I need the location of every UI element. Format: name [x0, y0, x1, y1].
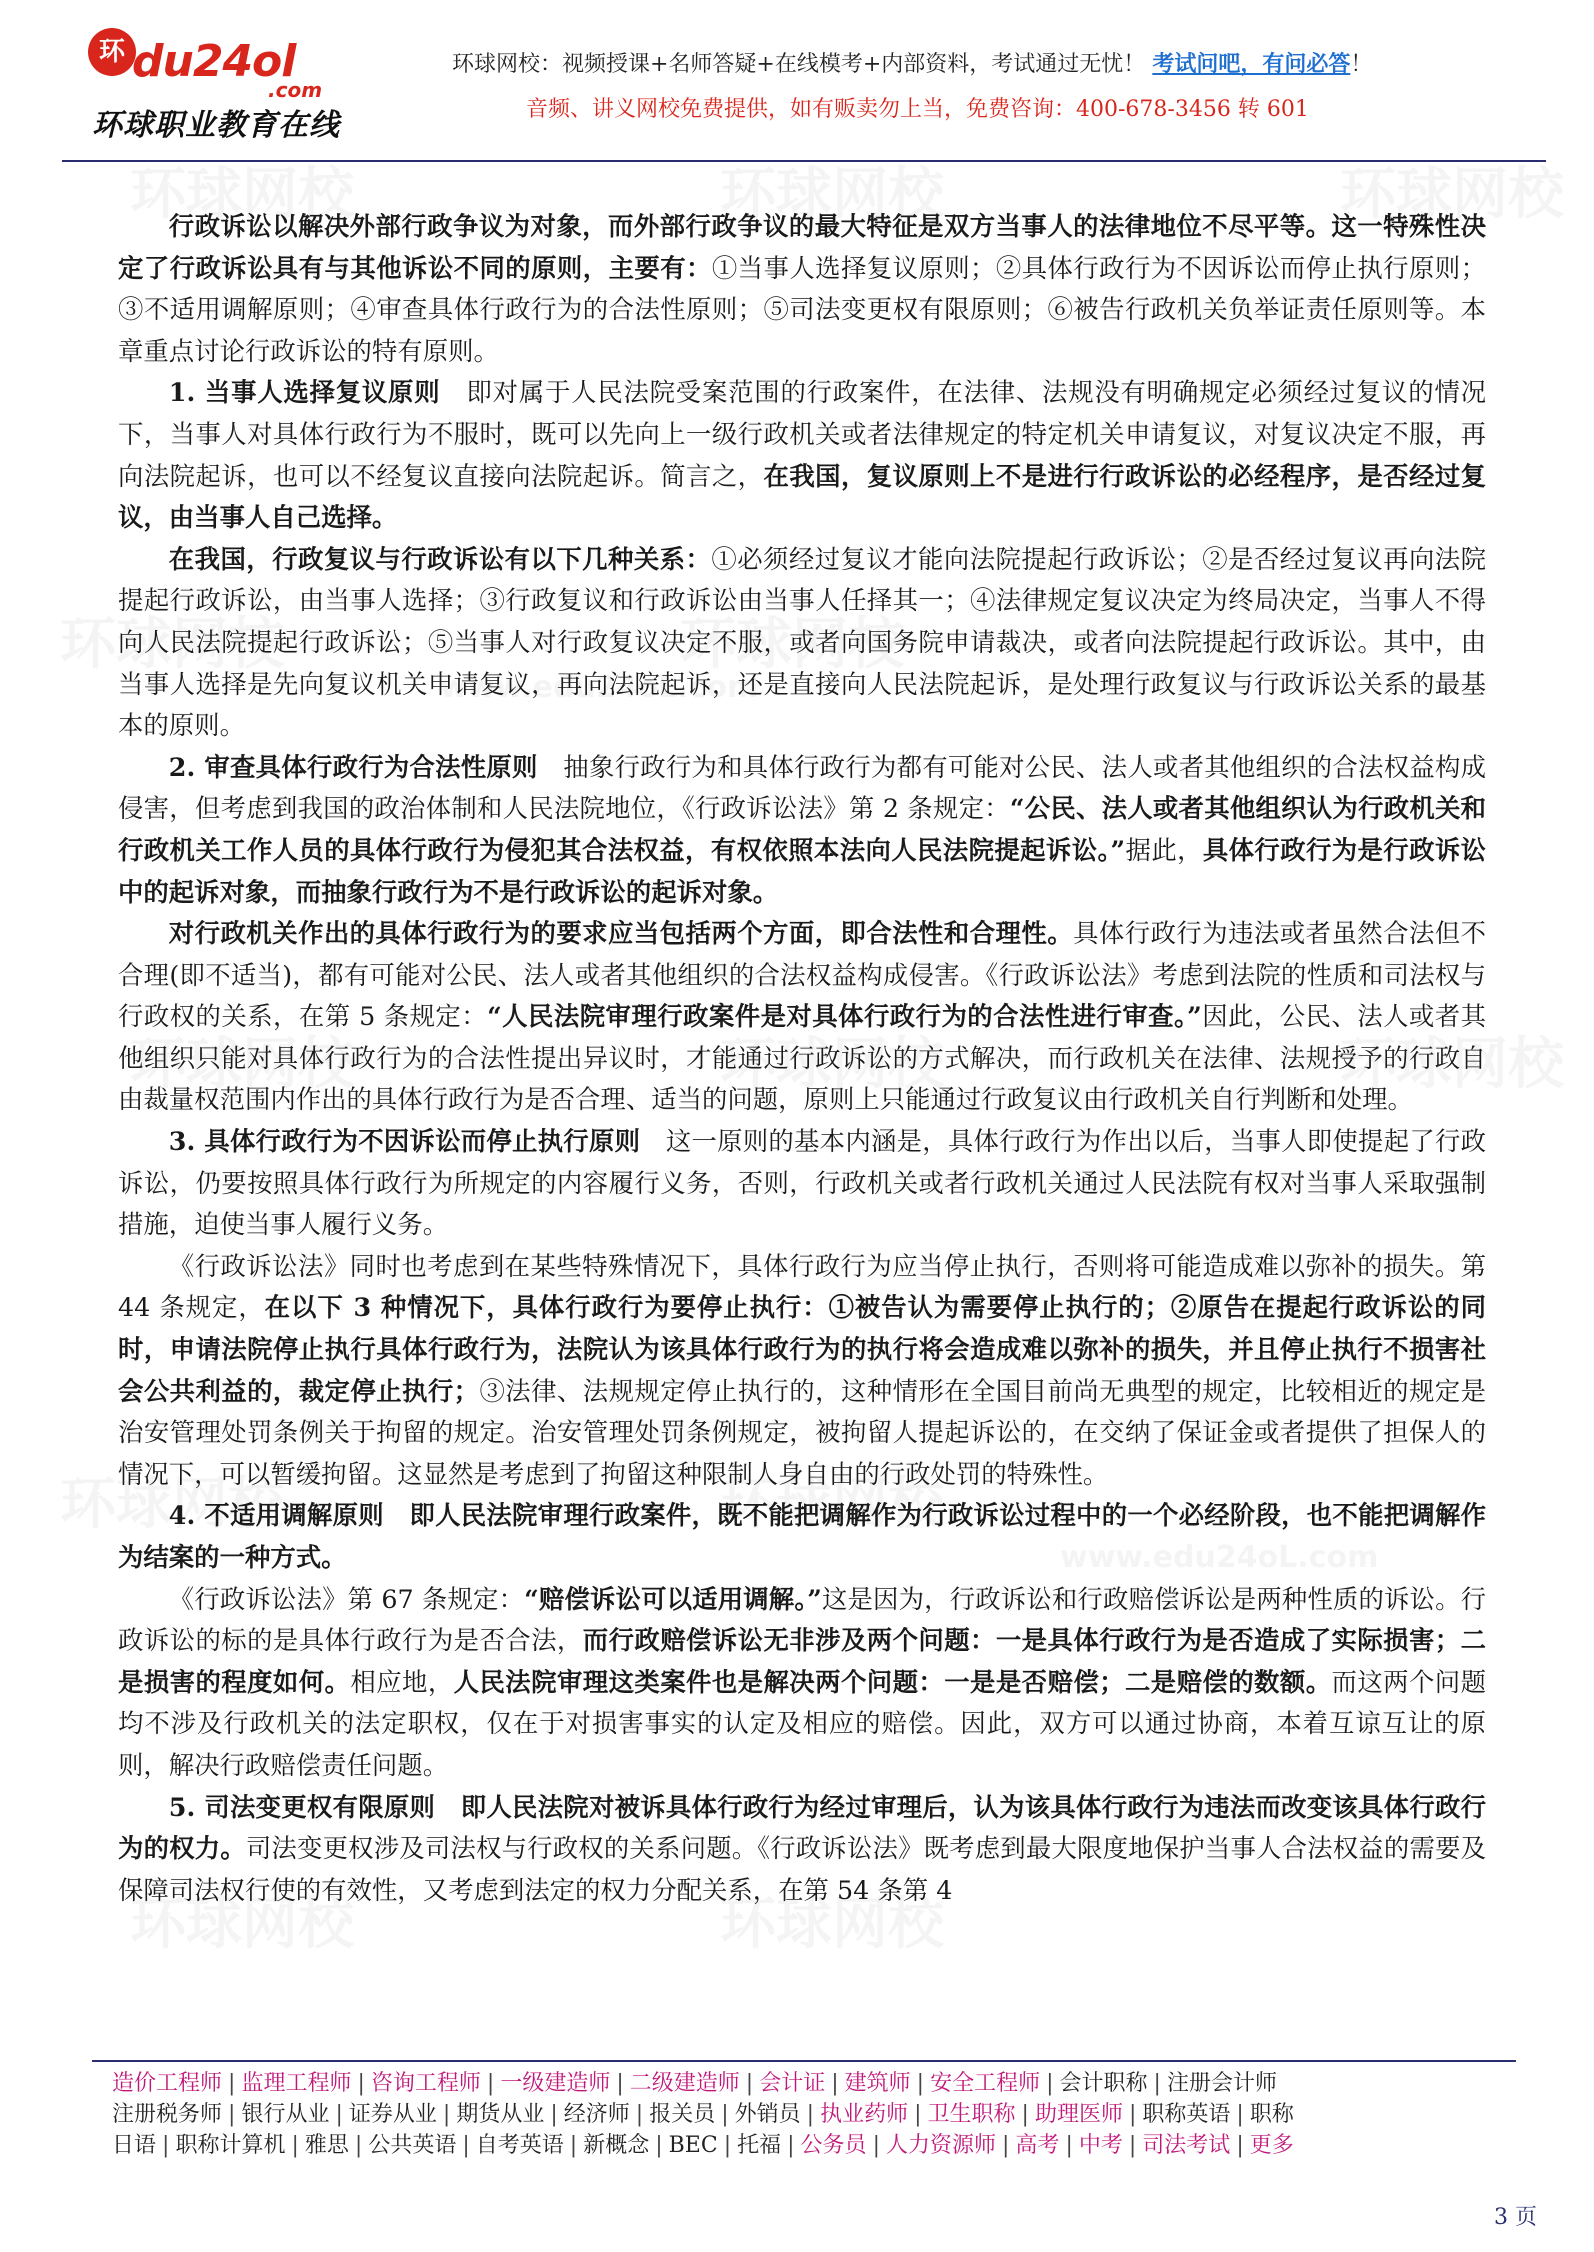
footer-link[interactable]: 经济师 — [563, 2102, 630, 2127]
paragraph-principle-5 — [118, 1787, 1486, 1912]
link-separator: | — [569, 2133, 578, 2158]
footer-row — [112, 2130, 1512, 2161]
link-separator: | — [228, 2071, 236, 2096]
footer-link[interactable]: 日语 — [112, 2133, 157, 2158]
footer-link[interactable]: 监理工程师 — [241, 2071, 352, 2096]
text: ①必须经过复议才能向法院提起行政诉讼；②是否经过复议再向法院提起行政诉讼，由当事人选择；③行政复议和行政诉讼由当事人任择其一；④法律规定复议决定为终局决定，当事人不得向人民法院提起行政诉讼；⑤当事人对行政复议决定不服，或者向国务院申请裁决，或者向法院提起行政诉讼。 — [118, 543, 1487, 657]
link-separator: | — [635, 2102, 644, 2127]
footer-link[interactable]: 会计职称 — [1059, 2071, 1148, 2096]
link-separator: | — [787, 2133, 795, 2158]
link-separator: | — [806, 2102, 815, 2127]
bold-text: “赔偿诉讼可以适用调解。” — [524, 1583, 822, 1614]
paragraph — [118, 539, 1486, 747]
text: ①当事人选择复议原则；②具体行政行为不因诉讼而停止执行原则；③不适用调解原则；④审查具体行政行为的合法性原则；⑤司法变更权有限原则；⑥被告行政机关负举证责任原则等。本章重点讨论行政诉讼的特有原则。 — [118, 252, 1487, 366]
footer-link[interactable]: 银行从业 — [241, 2102, 330, 2127]
link-separator: | — [354, 2133, 363, 2158]
bold-text: 在我国，复议原则上不是进行行政诉讼的必经程序，是否经过复议，由当事人自己选择。 — [118, 460, 1487, 533]
bold-text: 人民法院审理这类案件也是解决两个问题：一是是否赔偿；二是赔偿的数额。 — [453, 1666, 1332, 1697]
section-heading: 3. 具体行政行为不因诉讼而停止执行原则 — [168, 1126, 641, 1157]
footer-link[interactable]: 一级建造师 — [500, 2071, 611, 2096]
page-header — [0, 0, 1594, 165]
text: 而这两个问题均不涉及行政机关的法定职权，仅在于对损害事实的认定及相应的赔偿。因此，双方可以通过协商，本着互谅互让的原则，解决行政赔偿责任问题。 — [118, 1666, 1487, 1780]
text: 《行政诉讼法》第 67 条规定： — [168, 1583, 525, 1614]
footer-link[interactable]: 造价工程师 — [112, 2071, 223, 2096]
link-separator: | — [655, 2133, 663, 2158]
footer-link[interactable]: 职称计算机 — [175, 2133, 286, 2158]
bold-text: 在以下 3 种情况下，具体行政行为要停止执行：①被告认为需要停止执行的；②原告在提起行政诉讼的同时，申请法院停止执行具体行政行为，法院认为该具体行政行为的执行将会造成难以弥补的损失，并且停止执行不损害社会公共利益的，裁定停止执行； — [118, 1292, 1486, 1406]
header-promo-line — [452, 47, 1372, 78]
link-separator: | — [1153, 2071, 1161, 2096]
link-separator: | — [1236, 2102, 1244, 2127]
logo-suffix: 24ol — [192, 36, 296, 87]
footer-link[interactable]: 自考英语 — [475, 2133, 564, 2158]
footer-link[interactable]: 新概念 — [583, 2133, 650, 2158]
link-separator: | — [1236, 2133, 1244, 2158]
link-separator: | — [1128, 2102, 1137, 2127]
ask-link[interactable]: 考试问吧，有问必答 — [1152, 51, 1351, 77]
link-separator: | — [335, 2102, 343, 2127]
bold-text: 而行政赔偿诉讼无非涉及两个问题：一是具体行政行为是否造成了实际损害；二是损害的程度如何。 — [118, 1625, 1487, 1697]
logo-slogan: 环球职业教育在线 — [92, 108, 340, 143]
footer-link[interactable]: 期货从业 — [456, 2102, 545, 2127]
footer-link[interactable]: 雅思 — [304, 2133, 349, 2158]
link-separator: | — [872, 2133, 880, 2158]
text: 《行政诉讼法》同时也考虑到在某些特殊情况下，具体行政行为应当停止执行，否则将可能造成难以弥补的损失。第 44 条规定， — [118, 1250, 1486, 1323]
text: 即对属于人民法院受案范围的行政案件，在法律、法规没有明确规定必须经过复议的情况下，当事人对具体行政行为不服时，既可以先向上一级行政机关或者法律规定的特定机关申请复议，对复议决定不服，再向法院起诉，也可以不经复议直接向法院起诉。简言之， — [118, 377, 1486, 491]
link-separator: | — [616, 2071, 624, 2096]
footer-link[interactable]: 执业药师 — [820, 2102, 909, 2127]
logo-icon: 环 — [88, 28, 136, 76]
paragraph — [118, 206, 1486, 372]
paragraph-principle-4 — [118, 1495, 1486, 1578]
footer-links — [112, 2068, 1512, 2161]
paragraph-principle-1 — [118, 372, 1486, 538]
footer-link[interactable]: 公共英语 — [368, 2133, 457, 2158]
bold-text: 即人民法院审理行政案件，既不能把调解作为行政诉讼过程中的一个必经阶段，也不能把调解作为结案的一种方式。 — [118, 1500, 1486, 1572]
footer-divider — [92, 2060, 1516, 2062]
header-contact-line: 音频、讲义网校免费提供，如有贩卖勿上当，免费咨询：400-678-3456 转 601 — [526, 97, 1309, 122]
text: 其中，由当事人选择是先向复议机关申请复议，再向法院起诉，还是直接向人民法院起诉，是处理行政复议与行政诉讼关系的最基本的原则。 — [118, 626, 1487, 741]
paragraph-principle-3 — [118, 1121, 1486, 1246]
bold-text: 在我国，行政复议与行政诉讼有以下几种关系： — [168, 543, 712, 574]
footer-link[interactable]: 更多 — [1249, 2133, 1294, 2158]
paragraph — [118, 913, 1486, 1121]
footer-row — [112, 2099, 1512, 2130]
section-heading: 5. 司法变更权有限原则 — [168, 1791, 436, 1822]
link-separator: | — [550, 2102, 558, 2127]
section-heading: 4. 不适用调解原则 — [168, 1500, 384, 1531]
footer-link[interactable]: 司法考试 — [1142, 2133, 1231, 2158]
footer-link[interactable]: 证券从业 — [348, 2102, 437, 2127]
text: 抽象行政行为和具体行政行为都有可能对公民、法人或者其他组织的合法权益构成侵害，但考虑到我国的政治体制和人民法院地位，《行政诉讼法》第 2 条规定： — [118, 751, 1486, 824]
text: 据此， — [1125, 834, 1203, 865]
text: 这是因为，行政诉讼和行政赔偿诉讼是两种性质的诉讼。行政诉讼的标的是具体行政行为是否合法， — [118, 1583, 1487, 1656]
bold-text: 对行政机关作出的具体行政行为的要求应当包括两个方面，即合法性和合理性。 — [168, 918, 1074, 949]
text: 因此，公民、法人或者其他组织只能对具体行政行为的合法性提出异议时，才能通过行政诉讼的方式解决，而行政机关在法律、法规授予的行政自由裁量权范围内作出的具体行政行为是否合理、适当的问题，原则上只能通过行政复议由行政机关自行判断和处理。 — [118, 1001, 1487, 1115]
paragraph — [118, 1246, 1486, 1496]
footer-link[interactable]: 职称英语 — [1142, 2102, 1231, 2127]
link-separator: | — [228, 2102, 236, 2127]
footer-link[interactable]: 高考 — [1015, 2133, 1060, 2158]
footer-link[interactable]: 注册税务师 — [112, 2102, 223, 2127]
footer-link[interactable]: 中考 — [1078, 2133, 1123, 2158]
bold-text: 具体行政行为是行政诉讼中的起诉对象，而抽象行政行为不是行政诉讼的起诉对象。 — [118, 834, 1487, 907]
link-separator: | — [162, 2133, 170, 2158]
link-separator: | — [1002, 2133, 1010, 2158]
footer-link[interactable]: 公务员 — [800, 2133, 867, 2158]
footer-row — [112, 2068, 1512, 2099]
footer-link[interactable]: 人力资源师 — [885, 2133, 996, 2158]
section-heading: 2. 审查具体行政行为合法性原则 — [168, 751, 538, 782]
footer-link[interactable]: 助理医师 — [1034, 2102, 1123, 2127]
link-separator: | — [1128, 2133, 1137, 2158]
footer-link[interactable]: 托福 — [737, 2133, 782, 2158]
link-separator: | — [1046, 2071, 1054, 2096]
header-promo-text: 环球网校：视频授课+名师答疑+在线模考+内部资料，考试通过无忧！ — [452, 52, 1146, 77]
text: ③法律、法规规定停止执行的，这种情形在全国目前尚无典型的规定，比较相近的规定是治安管理处罚条例关于拘留的规定。治安管理处罚条例规定，被拘留人提起诉讼的，在交纳了保证金或者提供了担保人的情况下，可以暂缓拘留。这显然是考虑到了拘留这种限制人身自由的行政处罚的特殊性。 — [118, 1375, 1487, 1489]
link-separator: | — [745, 2071, 754, 2096]
footer-link[interactable]: 建筑师 — [844, 2071, 911, 2096]
footer-link[interactable]: 咨询工程师 — [370, 2071, 481, 2096]
document-body — [118, 206, 1486, 1911]
footer-link[interactable]: 二级建造师 — [629, 2071, 740, 2096]
header-promo-end: ！ — [1350, 52, 1373, 77]
logo-text: du — [132, 36, 193, 87]
section-heading: 1. 当事人选择复议原则 — [168, 377, 441, 408]
paragraph — [118, 1579, 1486, 1787]
text: 具体行政行为违法或者虽然合法但不合理(即不适当)，都有可能对公民、法人或者其他组织的合法权益构成侵害。《行政诉讼法》考虑到法院的性质和司法权与行政权的关系，在第 5 条规定： — [118, 918, 1487, 1032]
bold-text: 行政诉讼以解决外部行政争议为对象，而外部行政争议的最大特征是双方当事人的法律地位不尽平等。这一特殊性决定了行政诉讼具有与其他诉讼不同的原则，主要有： — [118, 211, 1486, 283]
link-separator: | — [291, 2133, 299, 2158]
link-separator: | — [916, 2071, 925, 2096]
link-separator: | — [462, 2133, 470, 2158]
paragraph-principle-2 — [118, 747, 1486, 913]
logo-domain: .com — [268, 78, 323, 102]
footer-link[interactable]: 注册会计师 — [1166, 2071, 1277, 2096]
footer-link[interactable]: 卫生职称 — [927, 2102, 1016, 2127]
footer-link[interactable]: 外销员 — [734, 2102, 801, 2127]
link-separator: | — [831, 2071, 839, 2096]
page-number: 3 页 — [1494, 2205, 1537, 2230]
footer-link[interactable]: 报关员 — [649, 2102, 716, 2127]
bold-text: 即人民法院对被诉具体行政行为经过审理后，认为该具体行政行为违法而改变该具体行政行为的权力。 — [118, 1791, 1486, 1864]
text: 这一原则的基本内涵是，具体行政行为作出以后，当事人即使提起了行政诉讼，仍要按照具体行政行为所规定的内容履行义务，否则，行政机关或者行政机关通过人民法院有权对当事人采取强制措施，迫使当事人履行义务。 — [118, 1126, 1486, 1240]
link-separator: | — [914, 2102, 922, 2127]
link-separator: | — [721, 2102, 729, 2127]
link-separator: | — [486, 2071, 495, 2096]
link-separator: | — [1021, 2102, 1029, 2127]
footer-link[interactable]: 安全工程师 — [930, 2071, 1041, 2096]
footer-link[interactable]: 会计证 — [759, 2071, 826, 2096]
link-separator: | — [357, 2071, 365, 2096]
link-separator: | — [723, 2133, 732, 2158]
bold-text: “人民法院审理行政案件是对具体行政行为的合法性进行审查。” — [487, 1001, 1202, 1032]
text: 司法变更权涉及司法权与行政权的关系问题。《行政诉讼法》既考虑到最大限度地保护当事人合法权益的需要及保障司法权行使的有效性，又考虑到法定的权力分配关系，在第 54 条第 4 — [118, 1833, 1486, 1905]
footer-link[interactable]: BEC — [668, 2133, 718, 2158]
link-separator: | — [442, 2102, 451, 2127]
link-separator: | — [1065, 2133, 1073, 2158]
bold-text: “公民、法人或者其他组织认为行政机关和行政机关工作人员的具体行政行为侵犯其合法权益，有权依照本法向人民法院提起诉讼。” — [118, 793, 1486, 865]
text: 相应地， — [350, 1666, 454, 1697]
footer-link[interactable]: 职称 — [1249, 2102, 1294, 2127]
